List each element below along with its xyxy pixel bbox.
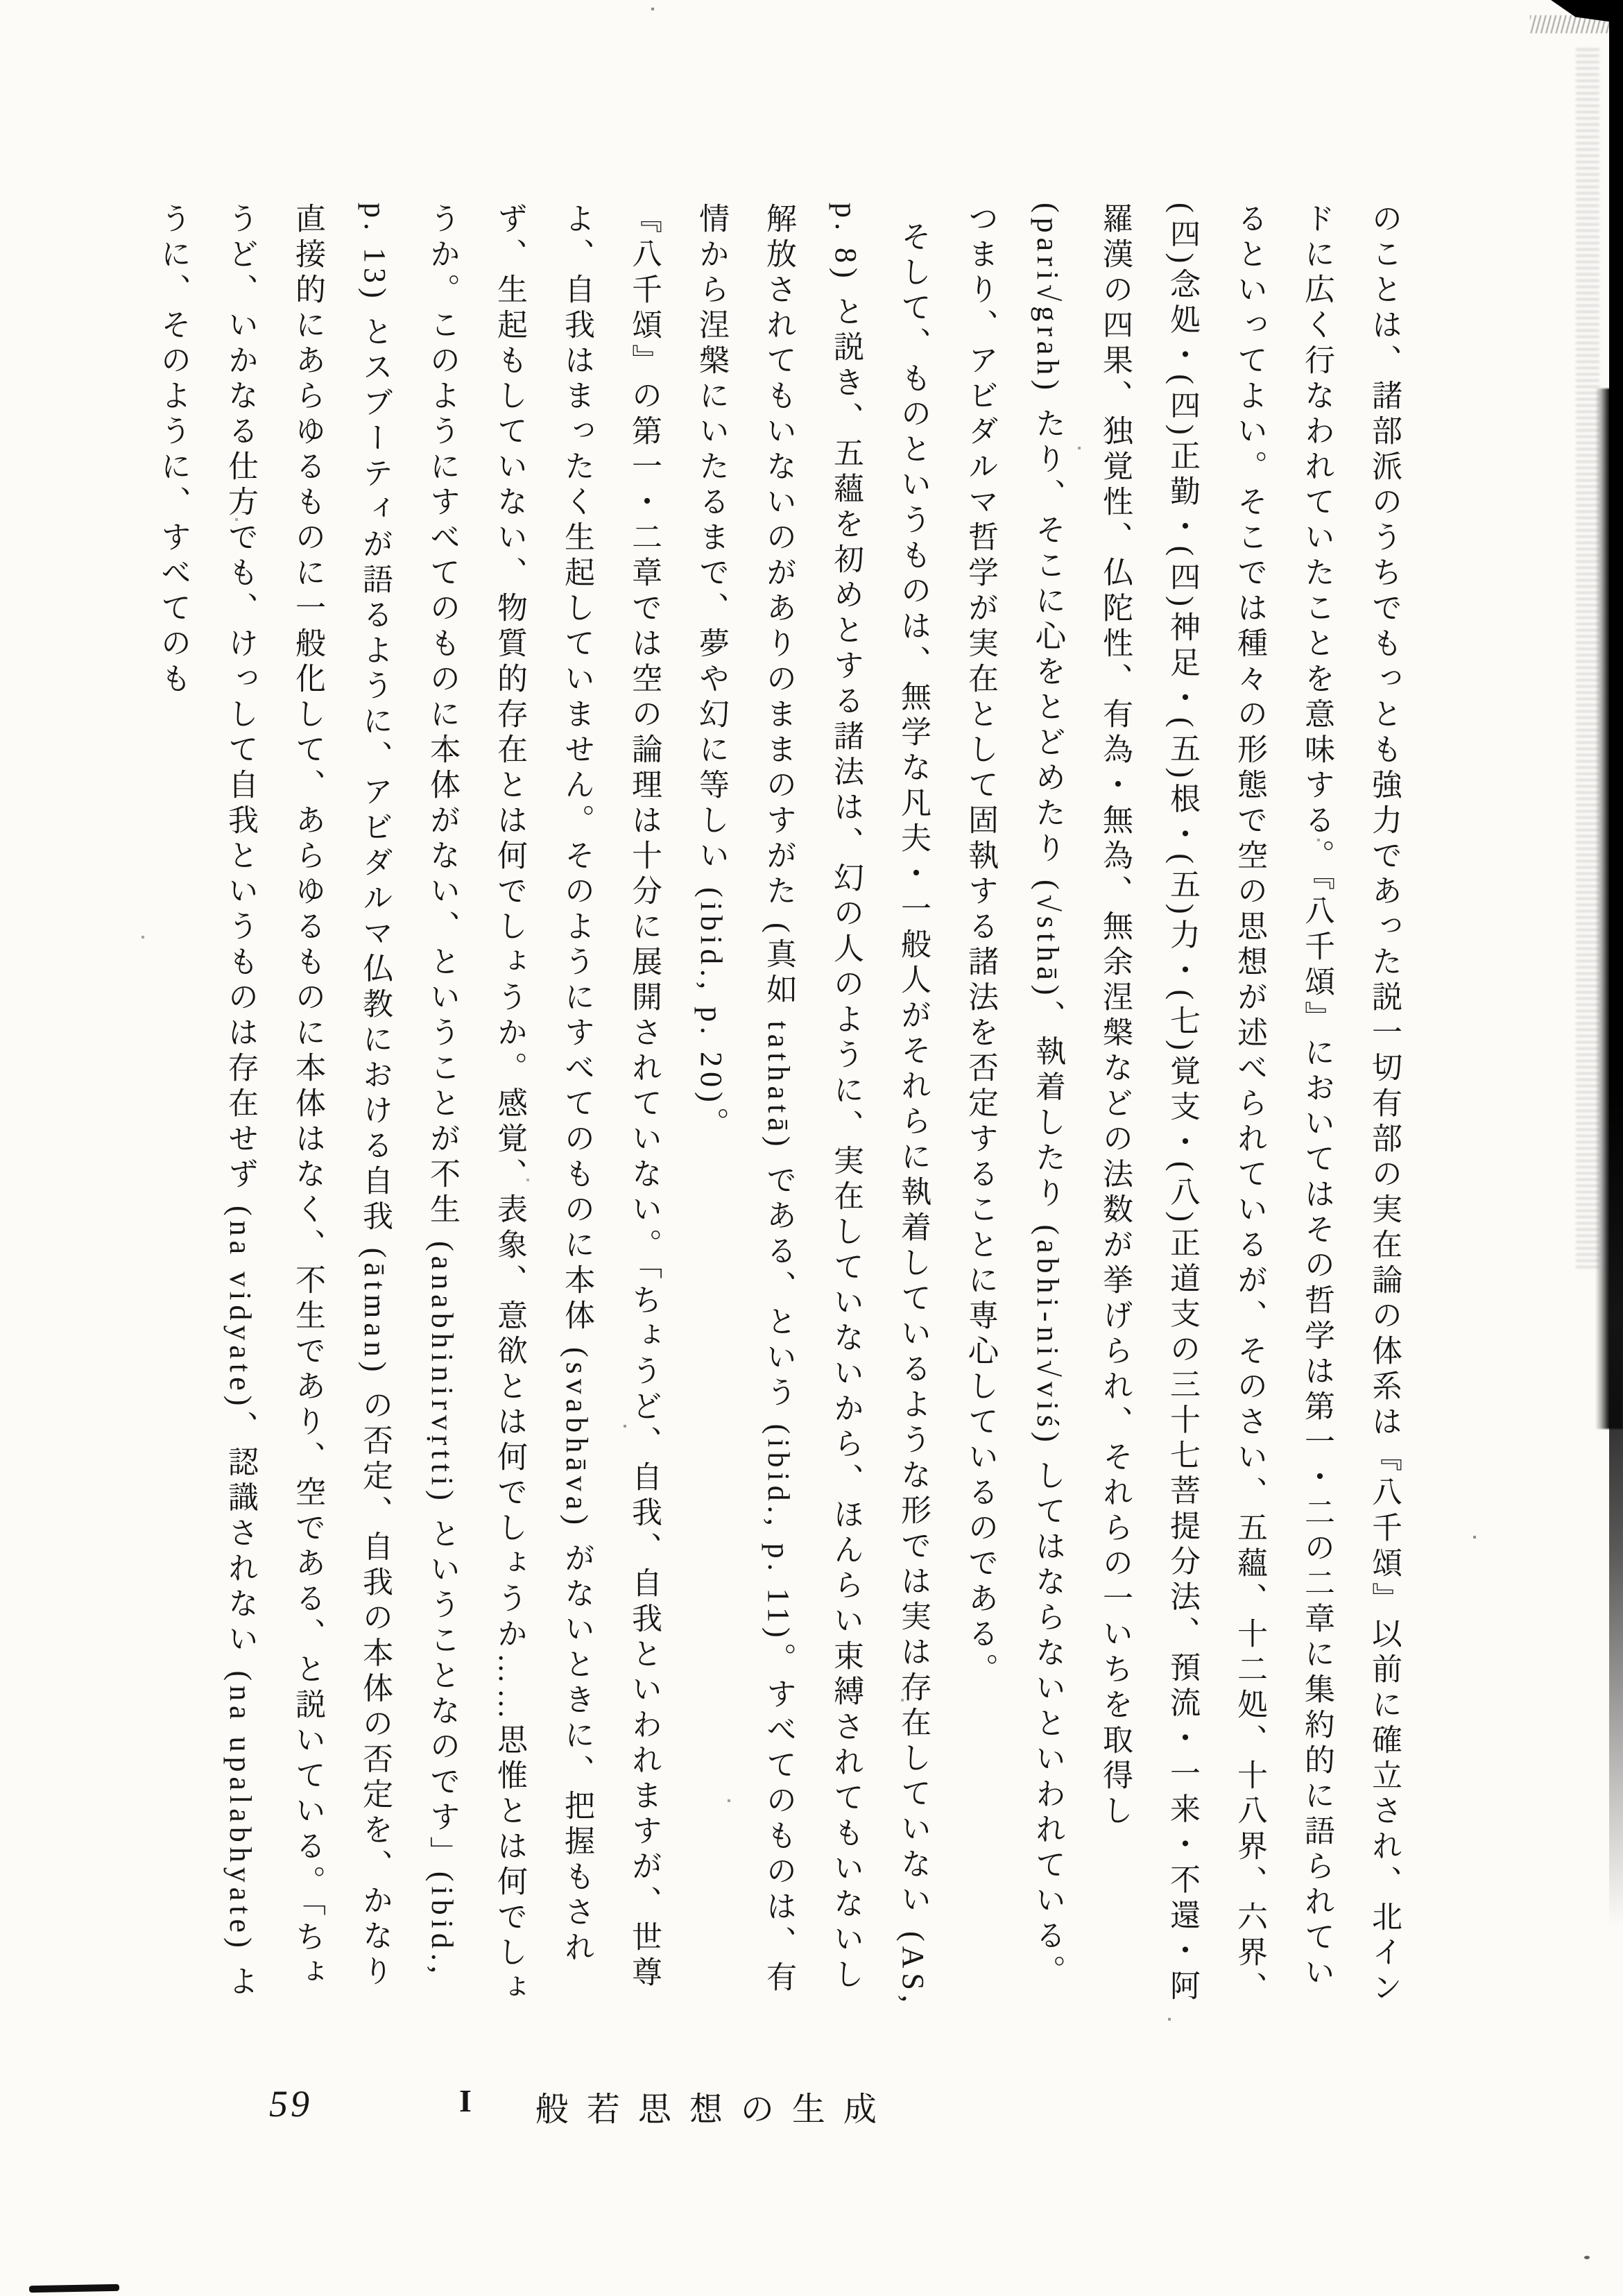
scan-artifact-corner-fringe <box>1530 15 1613 33</box>
chapter-title: 般若思想の生成 <box>535 2091 895 2128</box>
paragraph-3: 『八千頌』の第一・二章では空の論理は十分に展開されていない。「ちょうど、自我、自我といわれますが、世尊よ、自我はまったく生起していません。そのようにすべてのものに本体 (svabhāva) がないときに、把握もされず、生起もしていない、物質的存在とは何でしょうか。感覚、表象、意欲とは何でしょうか……思惟とは何でしょうか。このようにすべてのものに本体がない、ということが不生 (anabhinirvṛtti) ということなのです」(ibid., p. 13) とスブーティが語るように、アビダルマ仏教における自我 (ātman) の否定、自我の本体の否定を、かなり直接的にあらゆるものに一般化して、あらゆるものに本体はなく、不生であり、空である、と説いている。「ちょうど、いかなる仕方でも、けっして自我というものは存在せず (na vidyate)、認識されない (na upalabhyate) ように、そのように、すべてのも <box>156 203 661 2007</box>
scan-artifact-bottom-right-mark <box>1584 2256 1590 2259</box>
part-label: I <box>459 2083 472 2118</box>
paragraph-1: のことは、諸部派のうちでもっとも強力であった説一切有部の実在論の体系は『八千頌』以前に確立され、北インドに広く行なわれていたことを意味する。『八千頌』においてはその哲学は第一・二の二章に集約的に語られているといってよい。そこでは種々の形態で空の思想が述べられているが、そのさい、五蘊、十二処、十八界、六界、(四)念処・(四)正勤・(四)神足・(五)根・(五)力・(七)覚支・(八)正道支の三十七菩提分法、預流・一来・不還・阿羅漢の四果、独覚性、仏陀性、有為・無為、無余涅槃などの法数が挙げられ、それらの一いちを取得し (pari√grah) たり、そこに心をとどめたり (√sthā)、執着したり (abhi-ni√viś) してはならないといわれている。つまり、アビダルマ哲学が実在として固執する諸法を否定することに専心しているのである。 <box>963 203 1401 2007</box>
paragraph-2: そして、ものというものは、無学な凡夫・一般人がそれらに執着しているような形では実は存在していない (AS, p. 8) と説き、五蘊を初めとする諸法は、幻の人のように、実在していないから、ほんらい束縛されてもいないし解放されてもいないのがありのままのすがた (真如 tathatā) である、という (ibid., p. 11)。すべてのものは、有情から涅槃にいたるまで、夢や幻に等しい (ibid., p. 20)。 <box>694 203 930 2007</box>
page-number: 59 <box>269 2083 312 2125</box>
scan-artifact-binding-shadow <box>1609 14 1623 1928</box>
main-text-block <box>139 203 1418 2020</box>
scan-artifact-speckles <box>0 0 1 1</box>
scan-artifact-bottom-left-mark <box>29 2284 119 2293</box>
page-footer <box>269 2082 895 2138</box>
